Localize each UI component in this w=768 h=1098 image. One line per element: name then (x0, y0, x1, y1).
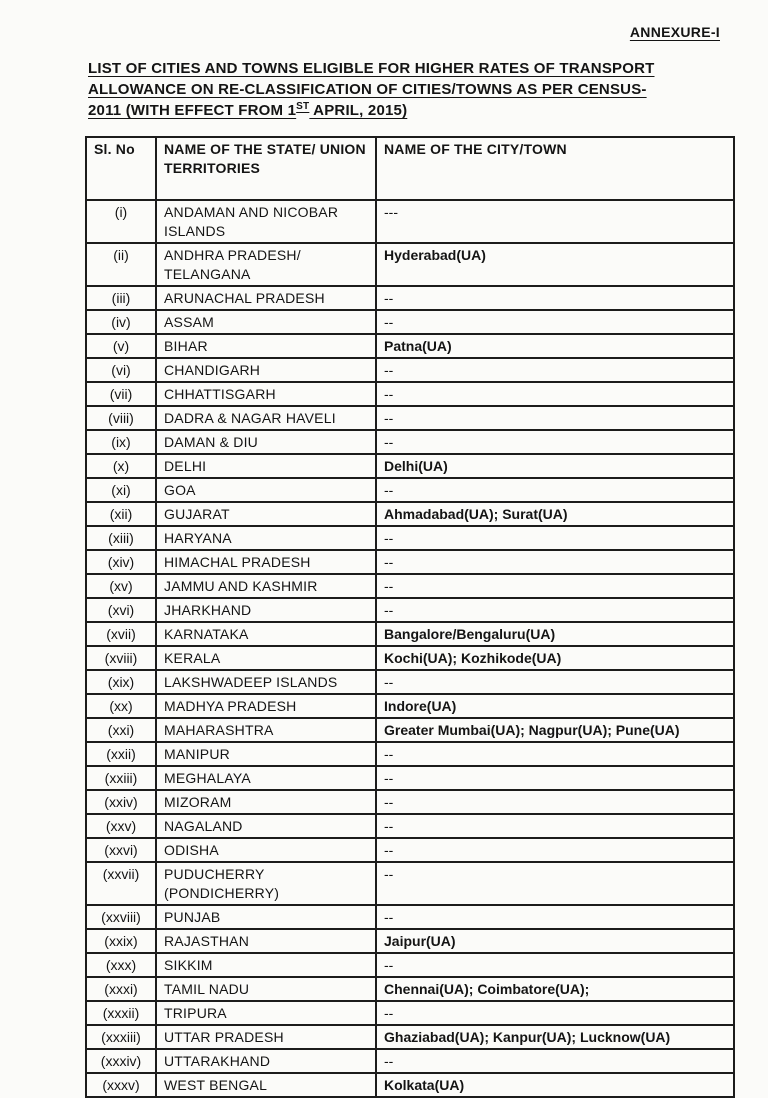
cell-state-name: WEST BENGAL (156, 1073, 376, 1097)
table-row (86, 430, 734, 454)
title-superscript: ST (296, 101, 310, 112)
table-row (86, 670, 734, 694)
cell-city-name: Patna(UA) (376, 334, 734, 358)
cell-sl-no: (iii) (86, 286, 156, 310)
cell-sl-no: (xvii) (86, 622, 156, 646)
table-row (86, 454, 734, 478)
cell-state-name: HARYANA (156, 526, 376, 550)
cell-state-name: GOA (156, 478, 376, 502)
cell-state-name: TRIPURA (156, 1001, 376, 1025)
cell-state-name: BIHAR (156, 334, 376, 358)
table-row (86, 502, 734, 526)
table-row (86, 1073, 734, 1097)
cell-state-name: KARNATAKA (156, 622, 376, 646)
cell-sl-no: (xxxv) (86, 1073, 156, 1097)
cell-sl-no: (xii) (86, 502, 156, 526)
cell-state-name: ANDAMAN AND NICOBAR ISLANDS (156, 200, 376, 243)
cell-city-name: -- (376, 1001, 734, 1025)
cell-sl-no: (vi) (86, 358, 156, 382)
cell-sl-no: (xxx) (86, 953, 156, 977)
table-row (86, 334, 734, 358)
annexure-label: ANNEXURE-I (629, 24, 720, 40)
table-row (86, 694, 734, 718)
table-row (86, 1001, 734, 1025)
cell-state-name: MADHYA PRADESH (156, 694, 376, 718)
cell-city-name: -- (376, 430, 734, 454)
table-row (86, 200, 734, 243)
cell-city-name: -- (376, 550, 734, 574)
cell-city-name: --- (376, 200, 734, 243)
cell-state-name: DADRA & NAGAR HAVELI (156, 406, 376, 430)
cell-city-name: -- (376, 742, 734, 766)
cell-sl-no: (ii) (86, 243, 156, 286)
cell-city-name: Ahmadabad(UA); Surat(UA) (376, 502, 734, 526)
cell-sl-no: (xviii) (86, 646, 156, 670)
cell-sl-no: (xi) (86, 478, 156, 502)
cell-city-name: -- (376, 598, 734, 622)
table-row (86, 929, 734, 953)
cell-city-name: -- (376, 526, 734, 550)
cell-state-name: NAGALAND (156, 814, 376, 838)
table-row (86, 382, 734, 406)
column-header-state: NAME OF THE STATE/ UNION TERRITORIES (156, 137, 376, 200)
cell-state-name: ANDHRA PRADESH/ TELANGANA (156, 243, 376, 286)
cell-city-name: -- (376, 358, 734, 382)
table-row (86, 310, 734, 334)
cell-city-name: -- (376, 790, 734, 814)
cell-city-name: -- (376, 905, 734, 929)
cell-city-name: -- (376, 286, 734, 310)
cell-city-name: Greater Mumbai(UA); Nagpur(UA); Pune(UA) (376, 718, 734, 742)
cell-state-name: LAKSHWADEEP ISLANDS (156, 670, 376, 694)
cell-city-name: Delhi(UA) (376, 454, 734, 478)
cell-state-name: GUJARAT (156, 502, 376, 526)
cell-state-name: ASSAM (156, 310, 376, 334)
title-line-3: 2011 (WITH EFFECT FROM 1 (88, 102, 297, 119)
cell-state-name: DELHI (156, 454, 376, 478)
cell-sl-no: (x) (86, 454, 156, 478)
cell-city-name: -- (376, 1049, 734, 1073)
cell-city-name: Kochi(UA); Kozhikode(UA) (376, 646, 734, 670)
cell-sl-no: (xiv) (86, 550, 156, 574)
cell-state-name: KERALA (156, 646, 376, 670)
title-line-1: LIST OF CITIES AND TOWNS ELIGIBLE FOR HIGHER RATES OF TRANSPORT (88, 60, 655, 77)
table-row (86, 790, 734, 814)
table-row (86, 646, 734, 670)
cell-city-name: -- (376, 310, 734, 334)
table-row (86, 718, 734, 742)
table-row (86, 766, 734, 790)
table-row (86, 574, 734, 598)
cell-state-name: UTTAR PRADESH (156, 1025, 376, 1049)
cell-state-name: PUNJAB (156, 905, 376, 929)
table-body (86, 200, 734, 1097)
table-row (86, 598, 734, 622)
cell-sl-no: (xvi) (86, 598, 156, 622)
cell-state-name: HIMACHAL PRADESH (156, 550, 376, 574)
cell-state-name: RAJASTHAN (156, 929, 376, 953)
table-row (86, 905, 734, 929)
cell-city-name: Chennai(UA); Coimbatore(UA); (376, 977, 734, 1001)
cell-sl-no: (xxxiii) (86, 1025, 156, 1049)
table-row (86, 478, 734, 502)
cell-sl-no: (ix) (86, 430, 156, 454)
title-line-3-end: APRIL, 2015) (309, 102, 408, 119)
table-row (86, 526, 734, 550)
cell-city-name: -- (376, 838, 734, 862)
cell-sl-no: (v) (86, 334, 156, 358)
cell-city-name: -- (376, 862, 734, 905)
cell-city-name: -- (376, 478, 734, 502)
cell-sl-no: (xxii) (86, 742, 156, 766)
cell-sl-no: (vii) (86, 382, 156, 406)
cell-city-name: Ghaziabad(UA); Kanpur(UA); Lucknow(UA) (376, 1025, 734, 1049)
cell-sl-no: (xix) (86, 670, 156, 694)
cell-city-name: -- (376, 382, 734, 406)
table-row (86, 953, 734, 977)
cell-city-name: -- (376, 406, 734, 430)
table-header-row (86, 137, 734, 200)
table-row (86, 742, 734, 766)
cell-state-name: MEGHALAYA (156, 766, 376, 790)
cell-city-name: Hyderabad(UA) (376, 243, 734, 286)
cell-sl-no: (xiii) (86, 526, 156, 550)
cell-sl-no: (xxxi) (86, 977, 156, 1001)
cell-sl-no: (xxvii) (86, 862, 156, 905)
cell-city-name: Kolkata(UA) (376, 1073, 734, 1097)
cell-state-name: JHARKHAND (156, 598, 376, 622)
table-row (86, 358, 734, 382)
cell-sl-no: (xxix) (86, 929, 156, 953)
cell-city-name: -- (376, 574, 734, 598)
cell-state-name: MAHARASHTRA (156, 718, 376, 742)
cell-city-name: -- (376, 670, 734, 694)
cell-sl-no: (xxxii) (86, 1001, 156, 1025)
cell-state-name: CHHATTISGARH (156, 382, 376, 406)
cell-sl-no: (xx) (86, 694, 156, 718)
table-row (86, 838, 734, 862)
cell-sl-no: (xxxiv) (86, 1049, 156, 1073)
cell-state-name: TAMIL NADU (156, 977, 376, 1001)
cities-table (85, 136, 735, 1098)
cell-state-name: MANIPUR (156, 742, 376, 766)
cell-state-name: CHANDIGARH (156, 358, 376, 382)
cell-sl-no: (xxiii) (86, 766, 156, 790)
table-row (86, 1049, 734, 1073)
cell-sl-no: (xxvi) (86, 838, 156, 862)
cell-state-name: PUDUCHERRY (PONDICHERRY) (156, 862, 376, 905)
cell-city-name: Indore(UA) (376, 694, 734, 718)
cell-sl-no: (xxv) (86, 814, 156, 838)
document-title (88, 58, 718, 121)
table-row (86, 622, 734, 646)
column-header-sl-no: Sl. No (86, 137, 156, 200)
table-row (86, 243, 734, 286)
table-row (86, 977, 734, 1001)
cell-state-name: UTTARAKHAND (156, 1049, 376, 1073)
table-row (86, 286, 734, 310)
table-row (86, 1025, 734, 1049)
cell-city-name: -- (376, 766, 734, 790)
cell-sl-no: (xxviii) (86, 905, 156, 929)
title-line-2: ALLOWANCE ON RE-CLASSIFICATION OF CITIES/TOWNS AS PER CENSUS- (88, 81, 647, 98)
table-row (86, 550, 734, 574)
cell-city-name: -- (376, 814, 734, 838)
cell-state-name: DAMAN & DIU (156, 430, 376, 454)
column-header-city: NAME OF THE CITY/TOWN (376, 137, 734, 200)
cell-state-name: ODISHA (156, 838, 376, 862)
table-row (86, 406, 734, 430)
cell-sl-no: (xv) (86, 574, 156, 598)
cell-state-name: ARUNACHAL PRADESH (156, 286, 376, 310)
table-row (86, 814, 734, 838)
cell-city-name: Bangalore/Bengaluru(UA) (376, 622, 734, 646)
cell-sl-no: (i) (86, 200, 156, 243)
cell-city-name: -- (376, 953, 734, 977)
cell-sl-no: (iv) (86, 310, 156, 334)
table-row (86, 862, 734, 905)
cell-sl-no: (xxiv) (86, 790, 156, 814)
cell-sl-no: (viii) (86, 406, 156, 430)
cell-city-name: Jaipur(UA) (376, 929, 734, 953)
cell-state-name: MIZORAM (156, 790, 376, 814)
cell-state-name: JAMMU AND KASHMIR (156, 574, 376, 598)
cell-state-name: SIKKIM (156, 953, 376, 977)
cell-sl-no: (xxi) (86, 718, 156, 742)
